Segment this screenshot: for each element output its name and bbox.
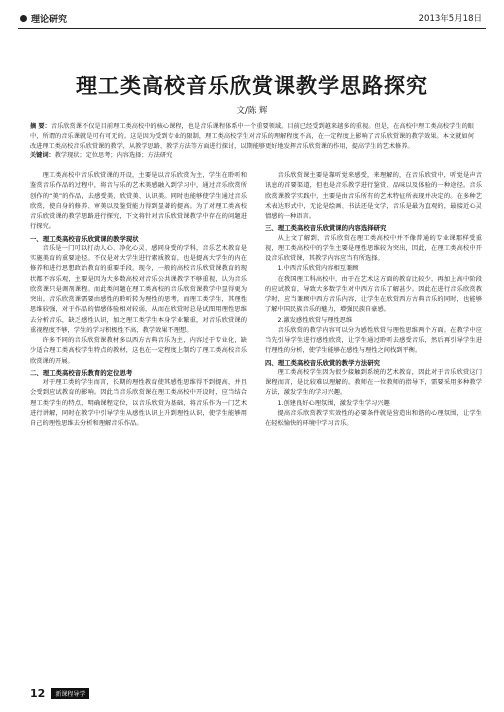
header-divider [18,28,486,29]
issue-date: 2013年5月18日 [418,14,482,24]
abstract-label: 摘 要： [30,123,51,130]
article-author: 文/陈 辉 [236,106,268,116]
page-header [0,0,504,36]
paragraph: 对于理工类的学生而言，长期的理性教育使其感性思维得不到提高，并且会受到应试教育的影响。因此当音乐欣赏课在理工类高校中开设时，应当结合理工类学生的特点，明确课程定位，以音乐欣赏为基础，将音乐作为一门艺术进行讲解，同时在教学中引导学生从感性认识上升到理性认识，使学生能够用自己的理性思维去分析和理解音乐作品。 [30,379,247,427]
paragraph: 音乐欣赏的教学内容可以分为感性欣赏与理性思维两个方面。在教学中应当先引导学生进行感性欣赏，让学生通过聆听去感受音乐，然后再引导学生进行理性的分析，使学生能够在感性与理性之间找到平衡。 [265,326,482,355]
paragraph: 从上文了解到，音乐欣赏在理工类高校中并不像普通的专业课那样受重视，理工类高校中的学生主要是理性思维较为突出，因此，在理工类高校中开设音乐欣赏课，其教学内容应当有所选择。 [265,234,482,262]
paragraph: 理工类高校中音乐欣赏课的开设，主要是以音乐欣赏为主，学生在聆听和鉴赏音乐作品的过程中，将音与乐的艺术美感融入到学习中，通过音乐欣赏所创作的“美”的作品，去感受美、欣赏美、认识美。同时也能够使学生通过音乐欣赏，使自身的修养、审美以及鉴赏能力得到显著的提高。为了对理工类高校音乐欣赏课的教学思路进行探究，下文将针对音乐欣赏课教学中存在的问题进行探究。 [30,172,247,231]
paragraph: 1.创建良好心理氛围，激发学生学习兴趣 [277,399,390,407]
keywords-label: 关键词： [30,152,55,160]
paragraph: 许多不同的音乐欣赏课教材多以西方古典音乐为主，内容过于专业化，缺少适合理工类高校学生特点的教材，这也在一定程度上制约了理工类高校音乐欣赏课的开展。 [30,337,247,365]
keywords-text: 教学现状；定位思考；内容选择；方法研究 [54,152,173,160]
paragraph: 在我国理工科高校中，由于在艺术这方面的教育比较少，再加上高中阶段的应试教育，导致大多数学生对中西方音乐了解甚少。因此在进行音乐欣赏教学时，应当兼顾中西方音乐内容，让学生在欣赏西方古典音乐的同时，也能够了解中国民族音乐的魅力，增强民族自豪感。 [265,275,482,314]
section-heading: 二、理工类高校音乐教育的定位思考 [30,368,133,377]
section-heading: 一、理工类高校音乐欣赏课的教学现状 [30,234,139,243]
page-number: 12 [30,687,46,700]
page-footer [30,687,89,700]
abstract-block [30,122,474,161]
section-heading: 三、理工类高校音乐欣赏课的内容选择研究 [265,224,387,233]
column-name: 理论研究 [31,15,68,25]
abstract-text: 音乐欣赏课不仅是目前理工类高校中的核心课程，也是音乐课程体系中一个重要领域。目前已经受到越来越多的重视。但是，在高校中理工类高校学生的眼中，所谓的音乐课就是可有可无的。这是因为受到专业的限制，理工类高校学生对音乐的理解程度不高，在一定程度上影响了音乐欣赏课的教学效果。本文就如何改进理工类高校音乐欣赏课的教学，从教学思路、教学方法等方面进行探讨，以期能够更好地发挥音乐欣赏课的作用，提高学生的艺术修养。 [30,123,474,150]
column-heading [20,12,67,25]
right-column [265,171,482,681]
body-columns [30,171,482,681]
paragraph: 提高音乐欣赏教学实效性的必要条件就是营造出和谐的心理氛围，让学生在轻松愉快的环境中学习音乐。 [265,409,482,427]
paragraph: 2.激发感性欣赏与理性思维 [277,316,353,324]
bullet-icon [20,15,27,22]
paragraph: 音乐欣赏课主要是靠听觉来感受，来理解的，在音乐欣赏中，听觉是声音讯息的首要渠道，但也是音乐教学进行鉴赏、品味以及体验的一种途径。音乐欣赏课教学实践中，主要是由音乐所有的艺术特征所表现并决定的。在多种艺术表达形式中，无论是绘画、书法还是文学，音乐是最为直观的，最接近心灵情感的一种语言。 [265,172,482,220]
paragraph: 1.中西音乐欣赏内容相互兼顾 [277,265,359,273]
paragraph: 音乐是一门可以打动人心、净化心灵、感同身受的学科，音乐艺术教育是实施美育的重要途径。不仅是对大学生进行素质教育，也是提高大学生的内在修养和进行思想政治教育的重要手段。现今，一般的高校音乐欣赏课教育的现状都不容乐观，主要是因为大多数高校对音乐公共课教学不够重视，认为音乐欣赏课只是调剂课程。而此类问题在理工类高校的音乐欣赏课教学中显得更为突出。音乐欣赏课需要由感性的聆听转为理性的思考，而理工类学生，其理性思维较强，对于作品的情感体验相对较弱，从而在欣赏时总是试图用理性思维去分析音乐，缺乏感性认识，加之理工类学生本身学业繁重，对音乐欣赏课的重视程度不够，学生的学习积极性不高，教学效果不理想。 [30,244,247,334]
paragraph: 理工类高校学生因为很少接触到系统的艺术教育，因此对于音乐欣赏这门课程而言，是比较难以理解的。教师在一位教师的指导下，需要采用多种教学方法，激发学生的学习兴趣。 [265,368,482,397]
section-heading: 四、理工类高校音乐欣赏的教学方法研究 [265,358,381,367]
magazine-name: 新课程导学 [51,688,89,699]
left-column [30,171,247,681]
article-title: 理工类高校音乐欣赏课教学思路探究 [76,73,428,98]
